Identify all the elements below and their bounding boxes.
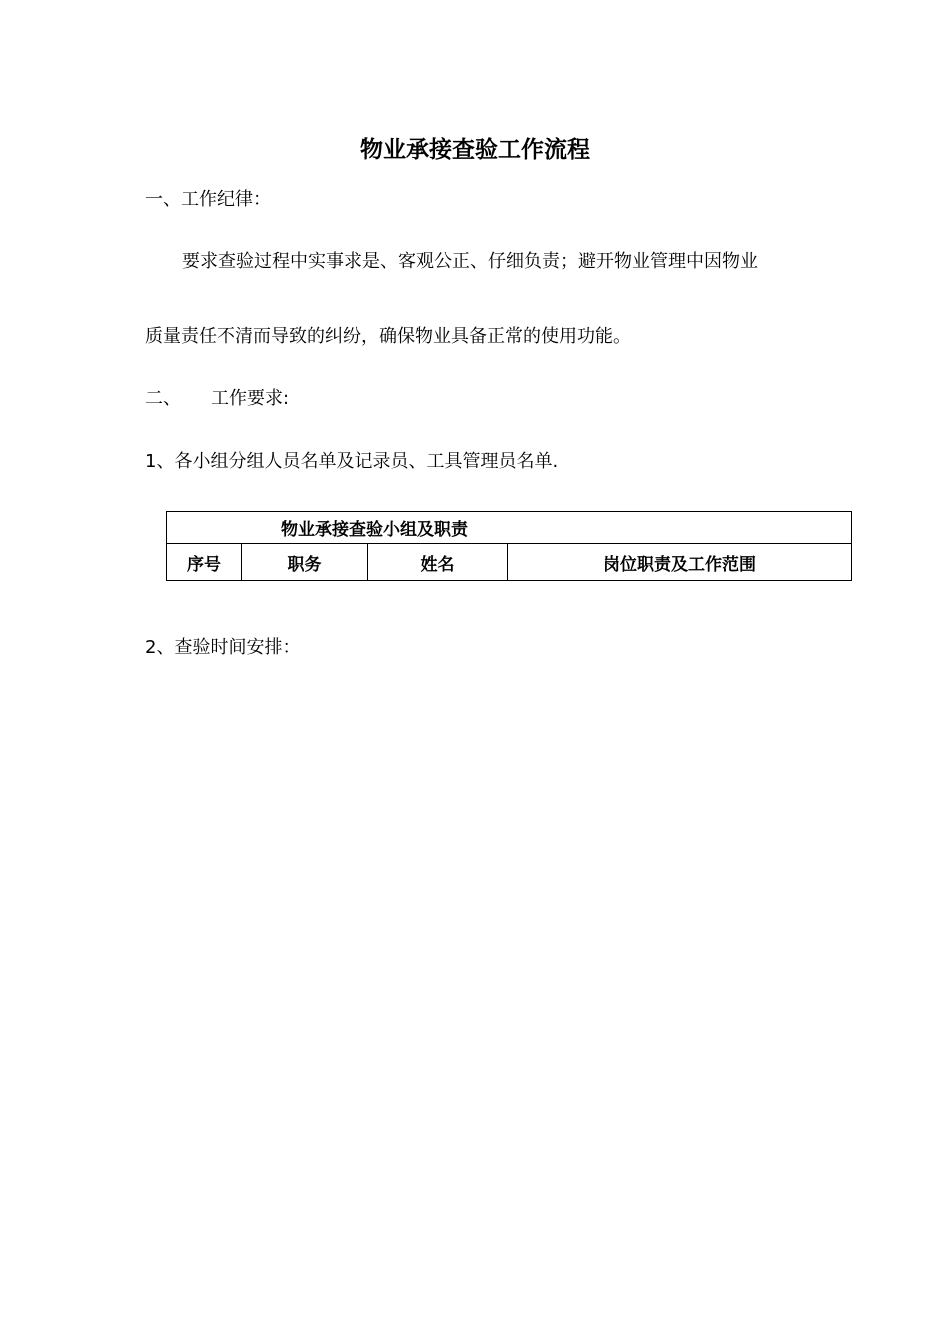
header-duties: 岗位职责及工作范围	[508, 544, 852, 581]
document-title: 物业承接查验工作流程	[360, 137, 590, 163]
team-table	[166, 511, 852, 581]
section-1-heading: 一、工作纪律：	[145, 189, 271, 210]
section-1-paragraph-line-2: 质量责任不清而导致的纠纷，确保物业具备正常的使用功能。	[145, 326, 631, 347]
header-name: 姓名	[368, 544, 508, 581]
section-1-paragraph-line-1: 要求查验过程中实事求是、客观公正、仔细负责；避开物业管理中因物业	[182, 251, 758, 272]
item-1: 1、各小组分组人员名单及记录员、工具管理员名单.	[145, 451, 559, 472]
item-2: 2、查验时间安排：	[145, 637, 301, 658]
section-2-number: 二、	[145, 388, 181, 409]
section-2-heading	[145, 386, 289, 412]
team-table-header-row	[167, 544, 852, 581]
team-table-caption: 物业承接查验小组及职责	[167, 512, 852, 544]
header-position: 职务	[242, 544, 368, 581]
header-index: 序号	[167, 544, 242, 581]
section-2-title: 工作要求:	[211, 388, 290, 409]
team-table-caption-row	[167, 512, 852, 544]
